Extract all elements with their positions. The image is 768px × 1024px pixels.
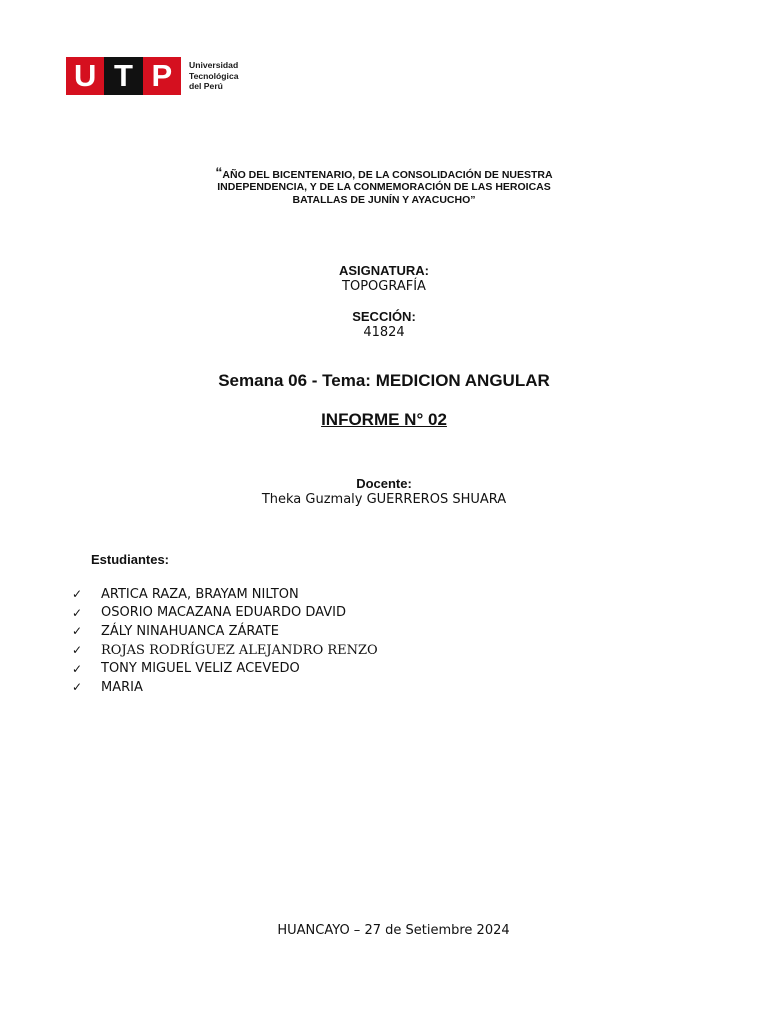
- logo-letter-t: T: [104, 57, 142, 95]
- section-label: SECCIÓN:: [352, 309, 416, 324]
- motto-line: [0, 166, 768, 181]
- student-name: MARIA: [101, 679, 143, 695]
- place-date-footer: HUANCAYO – 27 de Setiembre 2024: [277, 923, 510, 938]
- student-name: ZÁLY NINAHUANCA ZÁRATE: [101, 623, 279, 639]
- list-item: [72, 622, 378, 641]
- list-item: [72, 604, 378, 623]
- list-item: [72, 585, 378, 604]
- student-name: OSORIO MACAZANA EDUARDO DAVID: [101, 605, 346, 621]
- checkmark-icon: ✓: [72, 605, 83, 620]
- topic-heading: Semana 06 - Tema: MEDICION ANGULAR: [218, 371, 550, 390]
- teacher-label: Docente:: [356, 476, 412, 491]
- list-item: [72, 641, 378, 660]
- logo-letter-u: U: [66, 57, 104, 95]
- students-list: [72, 585, 378, 697]
- logo-name-line: del Perú: [189, 81, 223, 92]
- year-motto: [0, 166, 768, 206]
- student-name: TONY MIGUEL VELIZ ACEVEDO: [101, 661, 300, 677]
- teacher-name: Theka Guzmaly GUERREROS SHUARA: [261, 492, 507, 507]
- utp-logo: [66, 57, 239, 95]
- checkmark-icon: ✓: [72, 661, 83, 676]
- motto-line-text: AÑO DEL BICENTENARIO, DE LA CONSOLIDACIÓN DE NUESTRA: [222, 169, 553, 181]
- subject-value: TOPOGRAFÍA: [342, 279, 426, 294]
- subject-label: ASIGNATURA:: [338, 263, 430, 278]
- list-item: [72, 659, 378, 678]
- student-name: ROJAS RODRÍGUEZ ALEJANDRO RENZO: [101, 642, 378, 658]
- motto-open-quote: “: [215, 164, 223, 180]
- utp-logo-mark: [66, 57, 181, 95]
- checkmark-icon: ✓: [72, 587, 83, 602]
- motto-line: BATALLAS DE JUNÍN Y AYACUCHO”: [292, 193, 476, 206]
- logo-letter-p: P: [143, 57, 181, 95]
- list-item: [72, 678, 378, 697]
- section-value: 41824: [363, 325, 405, 340]
- students-title: Estudiantes:: [91, 552, 170, 567]
- student-name: ARTICA RAZA, BRAYAM NILTON: [101, 586, 299, 602]
- motto-line: INDEPENDENCIA, Y DE LA CONMEMORACIÓN DE LAS HEROICAS: [217, 181, 551, 194]
- logo-name-line: Universidad: [189, 60, 239, 71]
- report-title: INFORME N° 02: [321, 410, 447, 429]
- checkmark-icon: ✓: [72, 643, 83, 658]
- logo-name-line: Tecnológica: [189, 70, 239, 81]
- logo-university-name: [189, 60, 239, 92]
- checkmark-icon: ✓: [72, 680, 83, 695]
- checkmark-icon: ✓: [72, 624, 83, 639]
